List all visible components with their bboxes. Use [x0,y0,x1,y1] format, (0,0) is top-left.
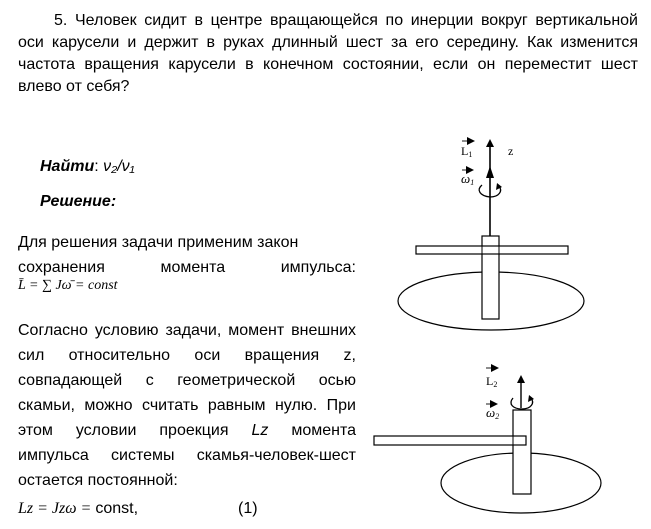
find-value: ν₂/ν₁ [103,158,135,175]
equation-number: (1) [238,500,258,517]
para1-line2: сохранения момента импульса: [18,259,356,276]
problem-text: Человек сидит в центре вращающейся по инерции вокруг вертикальной оси карусели и держит в руках длинный шест за его середину. Как изменится частота вращения карусели в конечном состоянии, если он переместит шест влево от себя? [18,12,638,95]
svg-text:L1: L1 [461,144,473,159]
find-label: Найти [40,158,95,175]
svg-text:L2: L2 [486,374,498,389]
svg-text:ω1: ω1 [461,171,475,187]
condition-paragraph: Согласно условию задачи, момент внешних сил относительно оси вращения z, совпадающей с геометрической осью скамьи, можно считать равным нулю. При этом условии проекция Lz момента импульса системы скамья-человек-шест остается постоянной: [18,322,356,489]
svg-text:ω2: ω2 [486,405,500,421]
l2-label: L [486,374,494,388]
omega2-label: ω [486,405,496,420]
para1-line1: Для решения задачи применим закон [18,234,299,251]
momentum-formula: Lz = Jzω = const, [18,500,139,517]
problem-number: 5. [54,12,68,29]
person-2 [513,410,531,494]
pole-shifted-left [374,436,526,445]
z-label: z [508,144,514,158]
initial-state-diagram [398,141,584,330]
solution-label: Решение: [40,193,117,210]
conservation-formula: L̄ = ∑ Jω̄ = const [18,278,118,293]
pole-centered [416,246,568,254]
find-line: Найти: ν₂/ν₁ [40,158,135,175]
l1-vector-head [486,166,494,178]
l1-label: L [461,144,469,158]
lz-symbol: Lz [251,422,269,439]
final-state-diagram [374,368,601,513]
omega1-label: ω [461,171,471,186]
